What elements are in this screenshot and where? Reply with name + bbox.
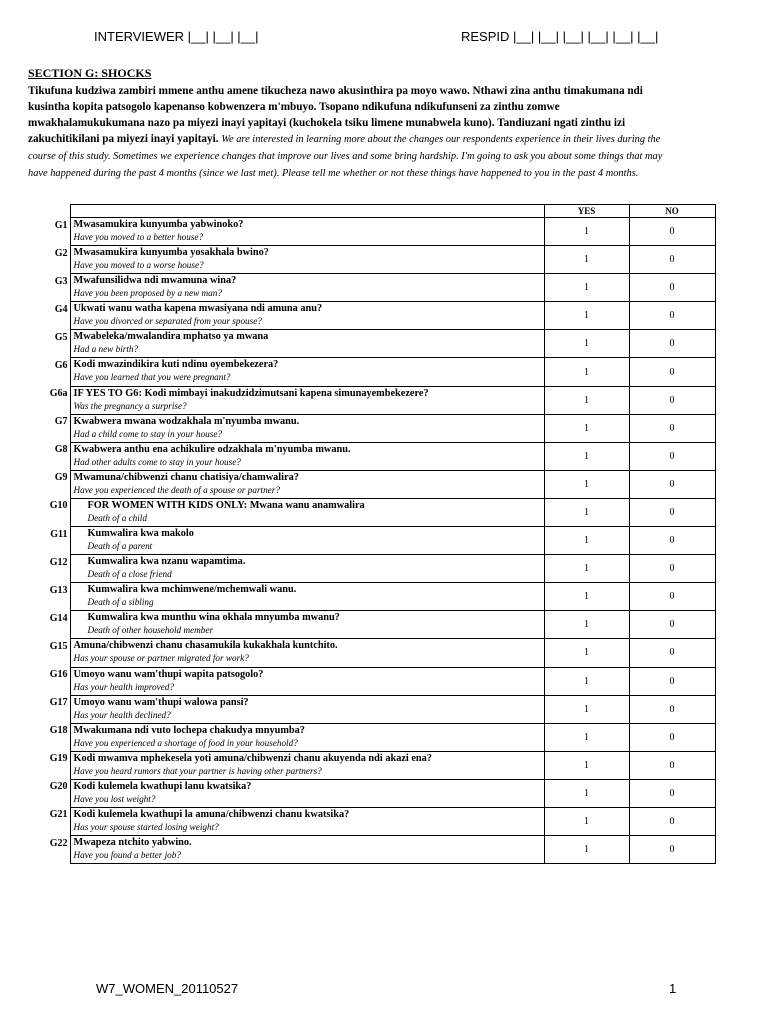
question-row xyxy=(28,274,715,302)
question-code: G19 xyxy=(49,753,68,765)
question-english: Death of a close friend xyxy=(87,569,172,580)
question-chichewa: FOR WOMEN WITH KIDS ONLY: Mwana wanu anamwalira xyxy=(87,499,365,511)
question-text-cell xyxy=(70,807,544,835)
question-code: G13 xyxy=(49,584,68,596)
question-row xyxy=(28,583,715,611)
question-text-cell xyxy=(70,498,544,526)
no-column-header: NO xyxy=(629,205,715,218)
question-code: G9 xyxy=(54,472,68,484)
question-text-cell xyxy=(70,667,544,695)
document-id: W7_WOMEN_20110527 xyxy=(96,981,239,996)
question-row xyxy=(28,779,715,807)
page-number: 1 xyxy=(669,981,677,996)
yes-code-cell[interactable]: 1 xyxy=(544,302,629,330)
no-code-cell[interactable]: 0 xyxy=(629,779,715,807)
yes-code-cell[interactable]: 1 xyxy=(544,751,629,779)
yes-code-cell[interactable]: 1 xyxy=(544,358,629,386)
no-code-cell[interactable]: 0 xyxy=(629,723,715,751)
question-code: G5 xyxy=(54,331,68,343)
question-text-cell xyxy=(70,330,544,358)
question-english: Was the pregnancy a surprise? xyxy=(73,400,187,411)
question-text-cell xyxy=(70,442,544,470)
question-text-cell xyxy=(70,695,544,723)
question-english: Have you heard rumors that your partner is having other partners? xyxy=(73,765,322,776)
yes-code-cell[interactable]: 1 xyxy=(544,779,629,807)
question-chichewa: Mwakumana ndi vuto lochepa chakudya mnyumba? xyxy=(73,724,305,736)
yes-code-cell[interactable]: 1 xyxy=(544,218,629,246)
question-code: G16 xyxy=(49,669,68,680)
no-code-cell[interactable]: 0 xyxy=(629,695,715,723)
yes-code-cell[interactable]: 1 xyxy=(544,470,629,498)
question-text-cell xyxy=(70,723,544,751)
question-code: G14 xyxy=(49,612,68,624)
yes-code-cell[interactable]: 1 xyxy=(544,555,629,583)
interviewer-id-field: INTERVIEWER |__| |__| |__| xyxy=(94,29,259,44)
yes-code-cell[interactable]: 1 xyxy=(544,807,629,835)
question-code: G20 xyxy=(49,781,68,793)
no-code-cell[interactable]: 0 xyxy=(629,330,715,358)
question-english: Have you lost weight? xyxy=(73,793,156,804)
no-code-cell[interactable]: 0 xyxy=(629,386,715,414)
question-english: Has your health declined? xyxy=(73,709,171,720)
question-text-cell xyxy=(70,779,544,807)
question-row xyxy=(28,218,715,246)
no-code-cell[interactable]: 0 xyxy=(629,302,715,330)
question-chichewa: Kwabwera anthu ena achikulire odzakhala m'nyumba mwanu. xyxy=(73,443,351,455)
question-code: G7 xyxy=(54,416,68,428)
question-row xyxy=(28,667,715,695)
no-code-cell[interactable]: 0 xyxy=(629,414,715,442)
intro-english: We are interested in learning more about the changes our respondents experience in their lives during the course of this study. Sometimes we experience changes that improve our lives and some bring hardship. I'm going to ask you about some things that may have happened during the past 4 months (since we last met). Please tell me whether or not these things have happened to you in the past 4 months. xyxy=(28,134,663,179)
question-code: G12 xyxy=(49,556,68,568)
question-chichewa: Kodi mwamva mphekesela yoti amuna/chibwenzi chanu akuyenda ndi akazi ena? xyxy=(73,752,432,764)
yes-code-cell[interactable]: 1 xyxy=(544,836,629,864)
question-english: Has your spouse or partner migrated for work? xyxy=(73,653,249,664)
question-chichewa: Mwasamukira kunyumba yosakhala bwino? xyxy=(73,247,269,259)
question-row xyxy=(28,414,715,442)
question-chichewa: Kodi kulemela kwathupi lanu kwatsika? xyxy=(73,780,252,792)
question-english: Have you been proposed by a new man? xyxy=(73,288,222,299)
question-row xyxy=(28,470,715,498)
yes-code-cell[interactable]: 1 xyxy=(544,639,629,667)
question-chichewa: Mwamuna/chibwenzi chanu chatisiya/chamwalira? xyxy=(73,471,299,483)
shocks-question-table xyxy=(28,204,716,864)
yes-code-cell[interactable]: 1 xyxy=(544,611,629,639)
yes-code-cell[interactable]: 1 xyxy=(544,723,629,751)
no-code-cell[interactable]: 0 xyxy=(629,246,715,274)
question-chichewa: Amuna/chibwenzi chanu chasamukila kukakhala kuntchito. xyxy=(73,640,338,652)
yes-code-cell[interactable]: 1 xyxy=(544,667,629,695)
no-code-cell[interactable]: 0 xyxy=(629,358,715,386)
yes-column-header: YES xyxy=(544,205,629,218)
yes-code-cell[interactable]: 1 xyxy=(544,386,629,414)
question-text-cell xyxy=(70,386,544,414)
question-row xyxy=(28,611,715,639)
question-row xyxy=(28,723,715,751)
question-code: G22 xyxy=(49,837,68,849)
question-row xyxy=(28,807,715,835)
question-code: G15 xyxy=(49,640,68,652)
question-row xyxy=(28,386,715,414)
question-text-cell xyxy=(70,836,544,864)
question-chichewa: Mwapeza ntchito yabwino. xyxy=(73,837,192,849)
section-intro xyxy=(28,83,678,182)
question-english: Have you moved to a better house? xyxy=(73,232,204,242)
no-code-cell[interactable]: 0 xyxy=(629,751,715,779)
question-code: G6 xyxy=(54,359,68,371)
no-code-cell[interactable]: 0 xyxy=(629,583,715,611)
question-english: Death of a sibling xyxy=(87,597,154,608)
question-english: Death of a child xyxy=(87,512,147,523)
intro-chichewa: Tikufuna kudziwa zambiri mmene anthu amene tikucheza nawo akusinthira pa moyo wawo. Nthawi zina anthu timakumana ndi kusintha kopita patsogolo kapenanso kobwenzera m'mbuyo. Tsopano ndikufuna ndikufunseni za zinthu zomwe mwakhalamukukumana nazo pa miyezi inayi yapitayi (kuchokela tsiku limene munabwela kuno). Tandiuzani ngati zinthu izi zakuchitikilani pa miyezi inayi yapitayi. xyxy=(28,85,643,145)
question-chichewa: Kumwalira kwa makolo xyxy=(87,528,194,540)
no-code-cell[interactable]: 0 xyxy=(629,274,715,302)
no-code-cell[interactable]: 0 xyxy=(629,470,715,498)
question-text-cell xyxy=(70,470,544,498)
no-code-cell[interactable]: 0 xyxy=(629,442,715,470)
yes-code-cell[interactable]: 1 xyxy=(544,246,629,274)
question-text-cell xyxy=(70,302,544,330)
question-chichewa: Kumwalira kwa munthu wina okhala mnyumba mwanu? xyxy=(87,612,340,624)
question-row xyxy=(28,246,715,274)
question-text-cell xyxy=(70,751,544,779)
yes-code-cell[interactable]: 1 xyxy=(544,414,629,442)
yes-code-cell[interactable]: 1 xyxy=(544,583,629,611)
question-chichewa: Mwabeleka/mwalandira mphatso ya mwana xyxy=(73,331,269,343)
question-code: G2 xyxy=(54,247,68,259)
no-code-cell[interactable]: 0 xyxy=(629,807,715,835)
question-rows xyxy=(28,218,715,864)
respondent-id-field: RESPID |__| |__| |__| |__| |__| |__| xyxy=(461,29,659,44)
question-english: Had a child come to stay in your house? xyxy=(73,428,223,439)
question-chichewa: Umoyo wanu wam'thupi wapita patsogolo? xyxy=(73,668,264,680)
question-chichewa: Kumwalira kwa nzanu wapamtima. xyxy=(87,556,246,568)
question-text-cell xyxy=(70,611,544,639)
yes-code-cell[interactable]: 1 xyxy=(544,330,629,358)
question-code: G18 xyxy=(49,725,68,737)
no-code-cell[interactable]: 0 xyxy=(629,527,715,555)
question-code: G1 xyxy=(54,219,68,231)
yes-code-cell[interactable]: 1 xyxy=(544,527,629,555)
question-chichewa: Kodi mwazindikira kuti ndinu oyembekezera? xyxy=(73,359,279,371)
question-row xyxy=(28,639,715,667)
question-row xyxy=(28,527,715,555)
code-column-header xyxy=(28,205,70,218)
question-code: G21 xyxy=(49,809,68,821)
question-chichewa: IF YES TO G6: Kodi mimbayi inakudzidzimutsani kapena simunayembekezere? xyxy=(73,387,429,399)
no-code-cell[interactable]: 0 xyxy=(629,836,715,864)
question-row xyxy=(28,555,715,583)
question-text-cell xyxy=(70,274,544,302)
question-code: G6a xyxy=(49,388,68,400)
question-row xyxy=(28,330,715,358)
question-english: Had other adults come to stay in your house? xyxy=(73,456,241,467)
question-english: Had a new birth? xyxy=(73,344,139,355)
no-code-cell[interactable]: 0 xyxy=(629,555,715,583)
question-text-cell xyxy=(70,414,544,442)
yes-code-cell[interactable]: 1 xyxy=(544,695,629,723)
yes-code-cell[interactable]: 1 xyxy=(544,442,629,470)
question-column-header xyxy=(70,205,544,218)
question-text-cell xyxy=(70,555,544,583)
question-chichewa: Kumwalira kwa mchimwene/mchemwali wanu. xyxy=(87,584,297,596)
question-text-cell xyxy=(70,639,544,667)
yes-code-cell[interactable]: 1 xyxy=(544,274,629,302)
question-english: Have you found a better job? xyxy=(73,850,181,861)
question-text-cell xyxy=(70,583,544,611)
no-code-cell[interactable]: 0 xyxy=(629,667,715,695)
question-code: G11 xyxy=(50,528,68,540)
question-chichewa: Ukwati wanu watha kapena mwasiyana ndi amuna anu? xyxy=(73,303,323,315)
question-chichewa: Kwabwera mwana wodzakhala m'nyumba mwanu. xyxy=(73,415,300,427)
question-code: G17 xyxy=(49,697,68,709)
section-title: SECTION G: SHOCKS xyxy=(28,66,152,80)
question-english: Have you experienced the death of a spouse or partner? xyxy=(73,484,280,495)
question-code: G4 xyxy=(54,303,68,315)
question-row xyxy=(28,695,715,723)
question-english: Have you divorced or separated from your spouse? xyxy=(73,316,262,327)
question-text-cell xyxy=(70,218,544,246)
question-code: G10 xyxy=(49,500,68,512)
question-english: Have you experienced a shortage of food in your household? xyxy=(73,737,298,748)
yes-code-cell[interactable]: 1 xyxy=(544,498,629,526)
question-text-cell xyxy=(70,246,544,274)
question-chichewa: Umoyo wanu wam'thupi walowa pansi? xyxy=(73,696,249,708)
question-row xyxy=(28,302,715,330)
question-chichewa: Mwasamukira kunyumba yabwinoko? xyxy=(73,219,244,230)
question-row xyxy=(28,442,715,470)
question-code: G8 xyxy=(54,444,68,456)
question-english: Has your spouse started losing weight? xyxy=(73,821,219,832)
question-chichewa: Mwafunsilidwa ndi mwamuna wina? xyxy=(73,275,237,287)
question-code: G3 xyxy=(54,275,68,287)
question-english: Has your health improved? xyxy=(73,681,174,692)
question-chichewa: Kodi kulemela kwathupi la amuna/chibwenzi chanu kwatsika? xyxy=(73,808,350,820)
question-text-cell xyxy=(70,358,544,386)
question-row xyxy=(28,498,715,526)
no-code-cell[interactable]: 0 xyxy=(629,639,715,667)
question-row xyxy=(28,358,715,386)
question-row xyxy=(28,836,715,864)
question-english: Have you learned that you were pregnant? xyxy=(73,372,231,383)
table-header-row xyxy=(28,205,715,218)
no-code-cell[interactable]: 0 xyxy=(629,218,715,246)
question-english: Have you moved to a worse house? xyxy=(73,260,204,271)
question-text-cell xyxy=(70,527,544,555)
no-code-cell[interactable]: 0 xyxy=(629,611,715,639)
question-english: Death of a parent xyxy=(87,541,153,552)
question-english: Death of other household member xyxy=(87,625,214,636)
question-row xyxy=(28,751,715,779)
no-code-cell[interactable]: 0 xyxy=(629,498,715,526)
